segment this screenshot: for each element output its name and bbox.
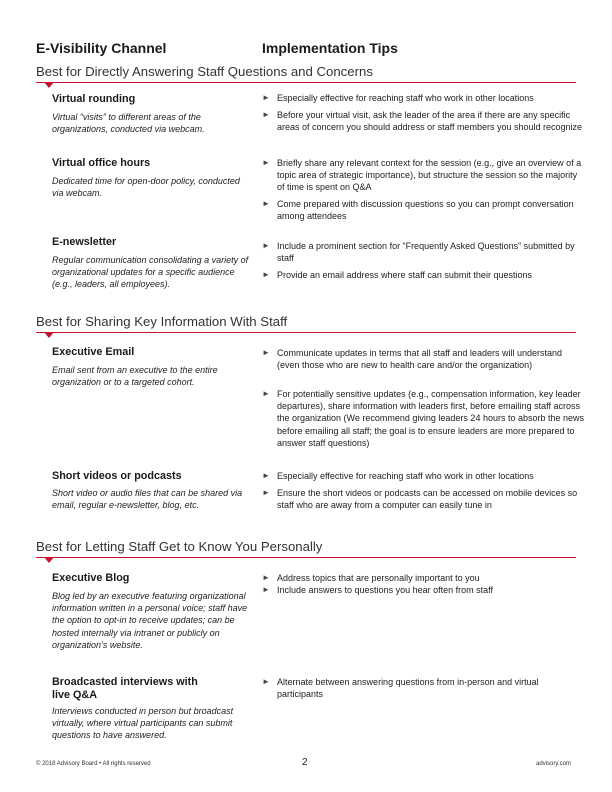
tip-item: ► Come prepared with discussion questions so you can prompt conversation among attendees [262, 199, 574, 222]
triangle-bullet-icon: ► [262, 110, 270, 119]
tip-item: ► Ensure the short videos or podcasts can be accessed on mobile devices so staff who are away from a computer can easily tune in [262, 488, 578, 511]
triangle-bullet-icon: ► [262, 158, 270, 167]
triangle-bullet-icon: ► [262, 573, 270, 582]
channel-description: Dedicated time for open-door policy, conducted via webcam. [52, 176, 240, 199]
channel-description: Regular communication consolidating a variety of organizational updates for a specific audience (e.g., leaders, all employees). [52, 255, 249, 290]
tip-item: ► Include answers to questions you hear often from staff [262, 585, 493, 595]
triangle-bullet-icon: ► [262, 488, 270, 497]
tip-item: ► Address topics that are personally important to you [262, 573, 480, 583]
triangle-bullet-icon: ► [262, 389, 270, 398]
channel-name-broadcasted-interviews: Broadcasted interviews with live Q&A [52, 676, 198, 701]
tips-column-heading: Implementation Tips [262, 40, 398, 56]
tip-item: ► Provide an email address where staff can submit their questions [262, 270, 532, 280]
tip-item: ► Before your virtual visit, ask the leader of the area if there are any specific areas of concern you should address or staff members you should recognize [262, 110, 583, 133]
channel-name-short-videos: Short videos or podcasts [52, 470, 182, 482]
channel-column-heading: E-Visibility Channel [36, 40, 167, 56]
triangle-bullet-icon: ► [262, 585, 270, 594]
section-marker-icon [44, 82, 54, 88]
triangle-bullet-icon: ► [262, 348, 270, 357]
channel-description: Blog led by an executive featuring organizational information written in a personal voice; staff have the option to opt-in to receive updates; can be hosted internally via intranet or publicly on organization’s website. [52, 591, 248, 650]
tip-item: ► Include a prominent section for “Frequently Asked Questions” submitted by staff [262, 241, 575, 264]
triangle-bullet-icon: ► [262, 471, 270, 480]
section-title-answering: Best for Directly Answering Staff Questions and Concerns [36, 64, 373, 79]
website-link[interactable]: advisory.com [536, 761, 571, 767]
section-marker-icon [44, 332, 54, 338]
channel-description: Email sent from an executive to the entire organization or to a targeted cohort. [52, 365, 218, 388]
section-marker-icon [44, 557, 54, 563]
section-divider [36, 82, 576, 83]
tip-item: ► Especially effective for reaching staff who work in other locations [262, 93, 534, 103]
section-title-sharing: Best for Sharing Key Information With Staff [36, 314, 288, 329]
channel-name-executive-blog: Executive Blog [52, 572, 130, 584]
channel-description: Short video or audio files that can be shared via email, regular e-newsletter, blog, etc. [52, 488, 243, 511]
tip-item: ► Alternate between answering questions from in-person and virtual participants [262, 677, 539, 700]
page-number: 2 [302, 757, 308, 768]
section-divider [36, 332, 576, 333]
channel-description: Interviews conducted in person but broadcast virtually, where virtual participants can submit questions to have answered. [52, 706, 234, 741]
channel-name-e-newsletter: E-newsletter [52, 236, 117, 248]
channel-name-executive-email: Executive Email [52, 346, 135, 358]
copyright-text: © 2018 Advisory Board • All rights reserved [36, 761, 151, 767]
channel-name-virtual-rounding: Virtual rounding [52, 93, 136, 105]
section-title-personally: Best for Letting Staff Get to Know You Personally [36, 539, 323, 554]
channel-description: Virtual “visits” to different areas of the organizations, conducted via webcam. [52, 112, 205, 135]
triangle-bullet-icon: ► [262, 677, 270, 686]
tip-item: ► Briefly share any relevant context for the session (e.g., give an overview of a topic area of strategic importance), but structure the session so the majority of time is spent on Q&A [262, 158, 582, 193]
section-divider [36, 557, 576, 558]
channel-name-virtual-office-hours: Virtual office hours [52, 157, 151, 169]
triangle-bullet-icon: ► [262, 241, 270, 250]
triangle-bullet-icon: ► [262, 93, 270, 102]
triangle-bullet-icon: ► [262, 270, 270, 279]
triangle-bullet-icon: ► [262, 199, 270, 208]
tip-item: ► Communicate updates in terms that all staff and leaders will understand (even those who are new to health care and/or the organization) [262, 348, 562, 371]
tip-item: ► For potentially sensitive updates (e.g., compensation information, key leader departures), share information with leaders first, before emailing staff across the organization (We recommend giving leaders 24 hours to absorb the news before emailing all staff; the goal is to ensure leaders are more prepared to answer staff questions) [262, 389, 585, 448]
tip-item: ► Especially effective for reaching staff who work in other locations [262, 471, 534, 481]
